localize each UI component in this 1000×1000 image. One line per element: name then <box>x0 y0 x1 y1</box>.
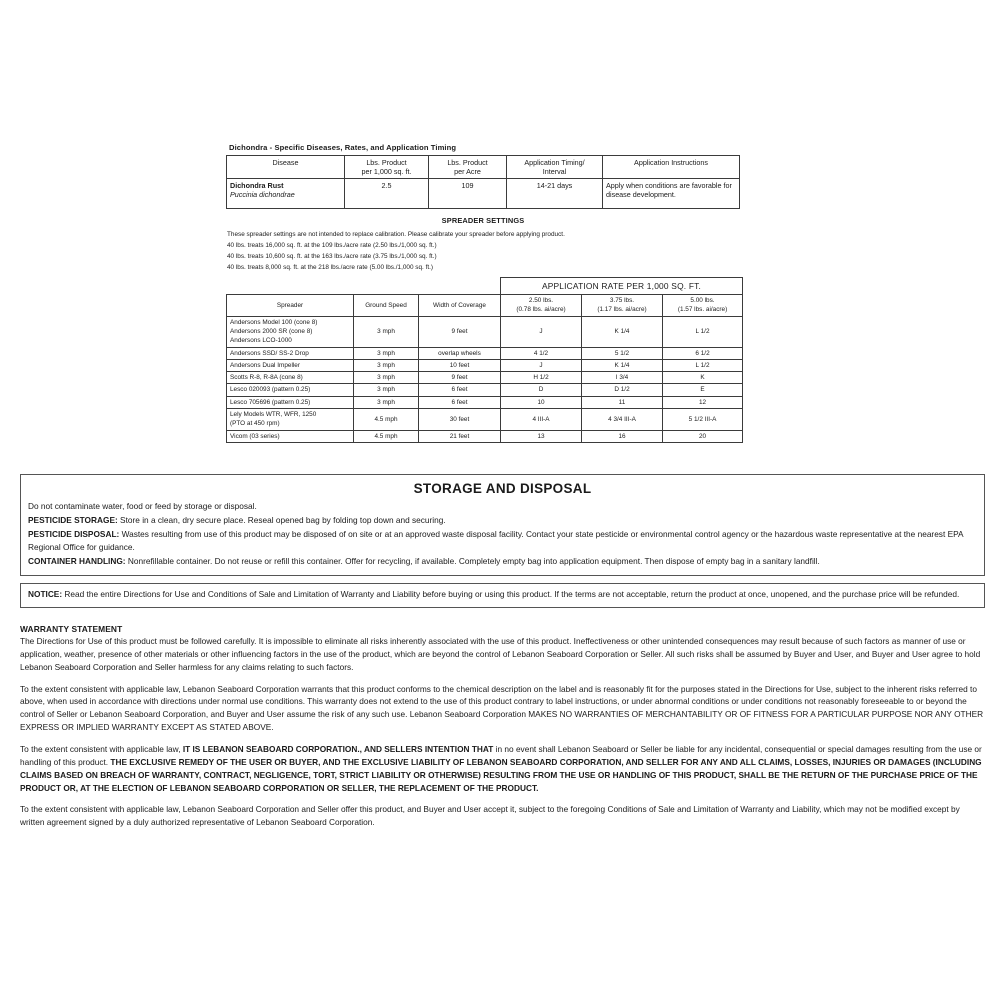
cell-rate-375: 11 <box>582 396 663 408</box>
pesticide-storage-text: Store in a clean, dry secure place. Reseal opened bag by folding top down and securing. <box>117 514 446 525</box>
cell-width: 9 feet <box>419 372 501 384</box>
cell-spreader-name: Andersons Dual Impeller <box>227 359 354 371</box>
notice-box <box>20 583 985 608</box>
cell-rate-250: J <box>501 316 582 347</box>
col-header-rate-250: 2.50 lbs. (0.78 lbs. ai/acre) <box>501 295 582 317</box>
cell-rate-375: 5 1/2 <box>582 347 663 359</box>
col-header-lbs-1000: Lbs. Product per 1,000 sq. ft. <box>345 155 429 178</box>
spacer-cell <box>227 278 354 295</box>
col-header-spreader: Spreader <box>227 295 354 317</box>
warranty-paragraph-3 <box>20 743 985 794</box>
pesticide-disposal-label: PESTICIDE DISPOSAL: <box>28 528 120 539</box>
notice-section <box>20 583 985 608</box>
table-header-row <box>227 155 740 178</box>
warranty-p3-bold-intention: IT IS LEBANON SEABOARD CORPORATION., AND SELLERS INTENTION THAT <box>182 744 494 755</box>
cell-ground-speed: 3 mph <box>354 384 419 396</box>
cell-rate-250: 13 <box>501 430 582 442</box>
table-row <box>227 396 743 408</box>
pesticide-disposal-paragraph <box>28 528 977 554</box>
cell-ground-speed: 3 mph <box>354 316 419 347</box>
pesticide-disposal-text: Wastes resulting from use of this product may be disposed of on site or at an approved waste disposal facility. Contact your state pesticide or environmental control agency or the hazardous waste representative at the nearest EPA Regional Office for guidance. <box>28 528 964 552</box>
cell-width: 6 feet <box>419 384 501 396</box>
warranty-paragraph-1: The Directions for Use of this product must be followed carefully. It is impossible to eliminate all risks inherently associated with the use of this product. Ineffectiveness or other unintended consequences may result because of such factors as manner of use or application, weather, presence of other materials or other influencing factors in the use of the product, which are beyond the control of Lebanon Seaboard Corporation or Seller. All such risks shall be assumed by Buyer and User, and Buyer and User agree to hold Lebanon Seaboard Corporation and Seller harmless for any claims relating to such factors. <box>20 636 981 672</box>
spreader-table-block <box>226 277 742 443</box>
cell-ground-speed: 3 mph <box>354 347 419 359</box>
warranty-title: WARRANTY STATEMENT <box>20 624 123 634</box>
spreader-note: 40 lbs. treats 10,600 sq. ft. at the 163 lbs./acre rate (3.75 lbs./1,000 sq. ft.) <box>227 253 437 261</box>
cell-ground-speed: 3 mph <box>354 372 419 384</box>
table-row <box>227 316 743 347</box>
cell-rate-375: D 1/2 <box>582 384 663 396</box>
cell-rate-375: 16 <box>582 430 663 442</box>
cell-rate-500: 6 1/2 <box>663 347 743 359</box>
cell-lbs-acre: 109 <box>429 178 507 208</box>
cell-instructions: Apply when conditions are favorable for disease development. <box>603 178 740 208</box>
notice-text: Read the entire Directions for Use and Conditions of Sale and Limitation of Warranty and Liability before buying or using this product. If the terms are not acceptable, return the product at once, unopened, and the purchase price will be refunded. <box>62 589 960 599</box>
cell-spreader-name: Scotts R-8, R-8A (cone 8) <box>227 372 354 384</box>
table-row <box>227 384 743 396</box>
cell-disease-name: Dichondra Rust Puccinia dichondrae <box>227 178 345 208</box>
pesticide-storage-label: PESTICIDE STORAGE: <box>28 514 118 525</box>
warranty-p3-middle: in no event shall Lebanon Seaboard or Seller be liable for any incidental, consequential or special damages resulting from the use or handling of this product. <box>20 744 982 767</box>
cell-lbs-1000: 2.5 <box>345 178 429 208</box>
cell-width: 10 feet <box>419 359 501 371</box>
col-header-timing: Application Timing/ Interval <box>507 155 603 178</box>
cell-rate-500: L 1/2 <box>663 359 743 371</box>
storage-disposal-title: STORAGE AND DISPOSAL <box>413 481 592 496</box>
cell-rate-500: 12 <box>663 396 743 408</box>
spreader-settings-heading: SPREADER SETTINGS <box>441 216 525 225</box>
cell-rate-375: K 1/4 <box>582 359 663 371</box>
cell-spreader-name: Lely Models WTR, WFR, 1250 (PTO at 450 rpm) <box>227 409 354 431</box>
storage-intro-text: Do not contaminate water, food or feed by storage or disposal. <box>28 501 257 511</box>
table-row <box>227 430 743 442</box>
cell-rate-375: I 3/4 <box>582 372 663 384</box>
cell-rate-375: 4 3/4 III-A <box>582 409 663 431</box>
storage-disposal-box <box>20 474 985 576</box>
cell-width: 30 feet <box>419 409 501 431</box>
cell-spreader-name: Lesco 705696 (pattern 0.25) <box>227 396 354 408</box>
pesticide-storage-paragraph <box>28 514 977 527</box>
container-handling-paragraph <box>28 555 977 568</box>
cell-spreader-name: Andersons Model 100 (cone 8) Andersons 2000 SR (cone 8) Andersons LCO-1000 <box>227 316 354 347</box>
cell-ground-speed: 4.5 mph <box>354 430 419 442</box>
col-header-disease: Disease <box>227 155 345 178</box>
cell-rate-250: H 1/2 <box>501 372 582 384</box>
cell-rate-250: D <box>501 384 582 396</box>
spreader-note: 40 lbs. treats 16,000 sq. ft. at the 109 lbs./acre rate (2.50 lbs./1,000 sq. ft.) <box>227 242 437 250</box>
cell-spreader-name: Vicom (03 series) <box>227 430 354 442</box>
col-header-rate-500: 5.00 lbs. (1.57 lbs. ai/acre) <box>663 295 743 317</box>
cell-spreader-name: Andersons SSD/ SS-2 Drop <box>227 347 354 359</box>
col-header-ground-speed: Ground Speed <box>354 295 419 317</box>
spacer-cell <box>419 278 501 295</box>
cell-timing: 14-21 days <box>507 178 603 208</box>
cell-rate-375: K 1/4 <box>582 316 663 347</box>
cell-ground-speed: 3 mph <box>354 359 419 371</box>
disease-table-caption: Dichondra - Specific Diseases, Rates, and Application Timing <box>229 143 457 152</box>
application-rate-group-header: APPLICATION RATE PER 1,000 SQ. FT. <box>501 278 743 295</box>
cell-rate-500: 20 <box>663 430 743 442</box>
warranty-paragraph-2: To the extent consistent with applicable law, Lebanon Seaboard Corporation warrants that this product conforms to the chemical description on the label and is reasonably fit for the purposes stated in the Directions for Use, subject to the inherent risks referred to above, when used in accordance with directions under normal use conditions. This warranty does not extend to the use of this product contrary to label instructions, or under abnormal conditions or under conditions not reasonably foreseeable to or beyond the control of Seller or Lebanon Seaboard Corporation, and Buyer and User assume the risk of any such use. Lebanon Seaboard Corporation MAKES NO WARRANTIES OF MERCHANTABILITY OR OF FITNESS FOR A PARTICULAR PURPOSE NOR ANY OTHER EXPRESS OR IMPLIED WARRANTY EXCEPT AS STATED ABOVE. <box>20 683 984 733</box>
cell-width: overlap wheels <box>419 347 501 359</box>
warranty-paragraph-4: To the extent consistent with applicable law, Lebanon Seaboard Corporation and Seller offer this product, and Buyer and User accept it, subject to the foregoing Conditions of Sale and Limitation of Warranty and Liability, which may not be modified except by written agreement signed by a duly authorized representative of Lebanon Seaboard Corporation. <box>20 804 960 828</box>
spreader-table <box>226 277 743 443</box>
cell-rate-500: K <box>663 372 743 384</box>
table-row <box>227 347 743 359</box>
cell-ground-speed: 4.5 mph <box>354 409 419 431</box>
spacer-cell <box>354 278 419 295</box>
warranty-section <box>20 624 985 829</box>
storage-disposal-section <box>20 474 985 576</box>
spreader-note: 40 lbs. treats 8,000 sq. ft. at the 218 lbs./acre rate (5.00 lbs./1,000 sq. ft.) <box>227 264 434 272</box>
cell-width: 21 feet <box>419 430 501 442</box>
col-header-rate-375: 3.75 lbs. (1.17 lbs. ai/acre) <box>582 295 663 317</box>
notice-paragraph <box>28 588 977 601</box>
cell-rate-500: L 1/2 <box>663 316 743 347</box>
table-row <box>227 178 740 208</box>
cell-rate-250: 4 1/2 <box>501 347 582 359</box>
col-header-lbs-acre: Lbs. Product per Acre <box>429 155 507 178</box>
col-header-width-coverage: Width of Coverage <box>419 295 501 317</box>
cell-rate-500: E <box>663 384 743 396</box>
warranty-p3-intro: To the extent consistent with applicable law, <box>20 744 183 755</box>
cell-rate-500: 5 1/2 III-A <box>663 409 743 431</box>
cell-width: 6 feet <box>419 396 501 408</box>
table-row <box>227 372 743 384</box>
cell-ground-speed: 3 mph <box>354 396 419 408</box>
disease-table-block <box>226 143 740 209</box>
group-header-row <box>227 278 743 295</box>
table-header-row <box>227 295 743 317</box>
cell-rate-250: 10 <box>501 396 582 408</box>
container-handling-label: CONTAINER HANDLING: <box>28 555 126 566</box>
col-header-instructions: Application Instructions <box>603 155 740 178</box>
warranty-p3-bold-remedy: THE EXCLUSIVE REMEDY OF THE USER OR BUYER, AND THE EXCLUSIVE LIABILITY OF LEBANON SEABOARD CORPORATION, AND SELLER FOR ANY AND ALL CLAIMS, LOSSES, INJURIES OR DAMAGES (INCLUDING CLAIMS BASED ON BREACH OF WARRANTY, CONTRACT, NEGLIGENCE, TORT, STRICT LIABILITY OR OTHERWISE) RESULTING FROM THE USE OR HANDLING OF THIS PRODUCT, SHALL BE THE RETURN OF THE PURCHASE PRICE OF THE PRODUCT OR, AT THE ELECTION OF LEBANON SEABOARD CORPORATION OR SELLER, THE REPLACEMENT OF THE PRODUCT. <box>20 756 982 793</box>
table-row <box>227 409 743 431</box>
spreader-note: These spreader settings are not intended to replace calibration. Please calibrate your spreader before applying product. <box>227 231 565 238</box>
cell-width: 9 feet <box>419 316 501 347</box>
container-handling-text: Nonrefillable container. Do not reuse or refill this container. Offer for recycling, if available. Completely empty bag into application equipment. Then dispose of empty bag in a sanitary landfill. <box>125 555 820 566</box>
spreader-settings-notes <box>227 229 787 273</box>
disease-table <box>226 155 740 209</box>
cell-rate-250: J <box>501 359 582 371</box>
table-row <box>227 359 743 371</box>
cell-spreader-name: Lesco 020093 (pattern 0.25) <box>227 384 354 396</box>
cell-rate-250: 4 III-A <box>501 409 582 431</box>
notice-label: NOTICE: <box>28 589 63 599</box>
